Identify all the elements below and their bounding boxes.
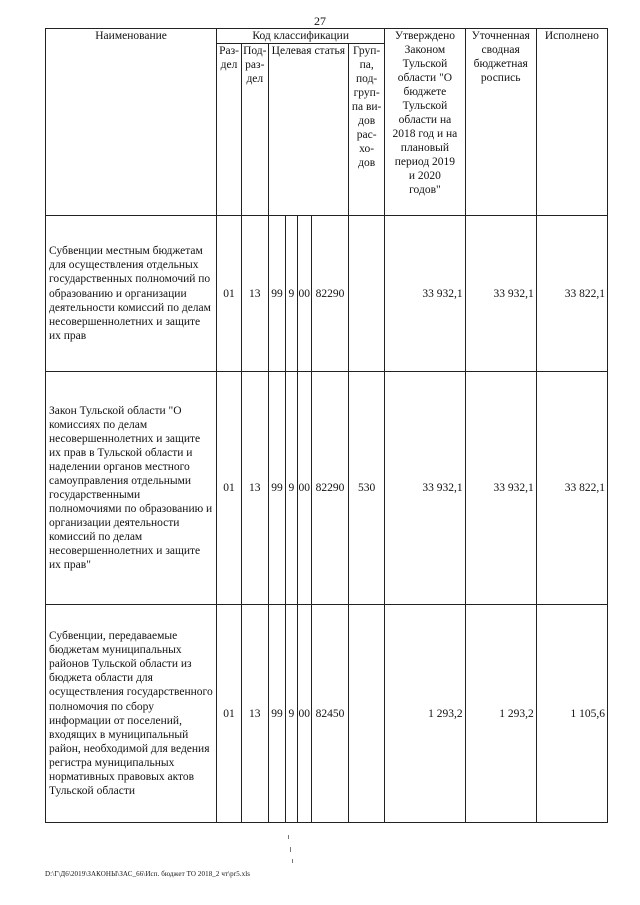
row-name: Закон Тульской области "О комиссиях по делам несовершеннолетних и защите их прав в Тульской области и наделении органов местного самоуправления отдельными государственными полномочиями по образованию и организации деятельности комиссий по делам несовершеннолетних и защите их прав": [46, 372, 217, 605]
row-ispolneno: 1 105,6: [536, 605, 607, 823]
row-podrazdel: 13: [241, 372, 268, 605]
header-name: Наименование: [46, 29, 217, 216]
header-podrazdel: Под- раз- дел: [241, 44, 268, 216]
row-utverzhdeno: 33 932,1: [385, 216, 465, 372]
row-gruppa: 530: [349, 372, 385, 605]
row-gruppa: [349, 605, 385, 823]
row-utochnennaya: 33 932,1: [465, 372, 536, 605]
header-code-group: Код классификации: [217, 29, 385, 44]
row-ts-program: 99: [268, 372, 286, 605]
row-razdel: 01: [217, 605, 242, 823]
footer-file-path: D:\Г\Д6\2019\ЗАКОНЫ\ЗАС_66\Исп. бюджет ТО 2018_2 чт\pr5.xls: [45, 870, 251, 878]
row-ts-event: 00: [297, 372, 311, 605]
scan-marks: [288, 835, 294, 865]
row-ts-subprogram: 9: [286, 372, 297, 605]
header-ispolneno: Исполнено: [536, 29, 607, 216]
table-row: [46, 605, 608, 823]
row-utverzhdeno: 33 932,1: [385, 372, 465, 605]
row-ts-event: 00: [297, 216, 311, 372]
row-podrazdel: 13: [241, 605, 268, 823]
row-ts-direction: 82450: [311, 605, 348, 823]
row-utochnennaya: 33 932,1: [465, 216, 536, 372]
row-razdel: 01: [217, 216, 242, 372]
row-ts-program: 99: [268, 216, 286, 372]
row-ts-subprogram: 9: [286, 605, 297, 823]
row-name: Субвенции местным бюджетам для осуществления отдельных государственных полномочий по образованию и организации деятельности комиссий по делам несовершеннолетних и защите их прав: [46, 216, 217, 372]
row-ts-program: 99: [268, 605, 286, 823]
row-name: Субвенции, передаваемые бюджетам муниципальных районов Тульской области из бюджета области для осуществления государственного полномочия по сбору информации от поселений, входящих в муниципальный район, необходимой для ведения регистра муниципальных нормативных правовых актов Тульской области: [46, 605, 217, 823]
row-gruppa: [349, 216, 385, 372]
row-ispolneno: 33 822,1: [536, 216, 607, 372]
row-ts-event: 00: [297, 605, 311, 823]
row-ts-direction: 82290: [311, 372, 348, 605]
row-ts-direction: 82290: [311, 216, 348, 372]
row-utverzhdeno: 1 293,2: [385, 605, 465, 823]
row-utochnennaya: 1 293,2: [465, 605, 536, 823]
row-razdel: 01: [217, 372, 242, 605]
header-tselevaya-statya: Целевая статья: [268, 44, 348, 216]
budget-table: [45, 28, 608, 823]
page-number: 27: [314, 14, 326, 28]
row-podrazdel: 13: [241, 216, 268, 372]
table-row: [46, 216, 608, 372]
header-utochnennaya: Уточненная сводная бюджетная роспись: [465, 29, 536, 216]
header-gruppa: Груп- па, под- груп- па ви- дов рас- хо- дов: [349, 44, 385, 216]
row-ispolneno: 33 822,1: [536, 372, 607, 605]
header-razdel: Раз- дел: [217, 44, 242, 216]
table-row: [46, 372, 608, 605]
header-utverzhdeno: Утверждено Законом Тульской области "О бюджете Тульской области на 2018 год и на плановый период 2019 и 2020 годов": [385, 29, 465, 216]
row-ts-subprogram: 9: [286, 216, 297, 372]
